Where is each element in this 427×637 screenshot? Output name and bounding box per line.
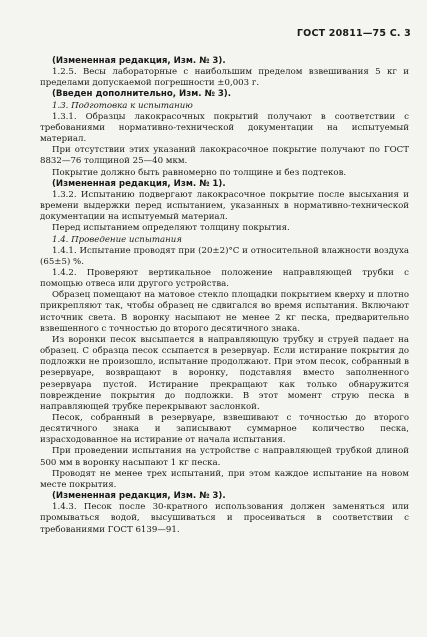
paragraph: 1.4.1. Испытание проводят при (20±2)°С и относительной влажности воздуха (65±5) %. — [40, 245, 409, 267]
paragraph: Проводят не менее трех испытаний, при этом каждое испытание на новом месте покрытия. — [40, 468, 409, 490]
section-heading: 1.3. Подготовка к испытанию — [52, 100, 193, 111]
paragraph: При отсутствии этих указаний лакокрасочное покрытие получают по ГОСТ 8832—76 толщиной 25—40 мкм. — [40, 145, 409, 167]
paragraph: 1.2.5. Весы лабораторные с наибольшим пределом взвешивания 5 кг и пределами допускаемой погрешности ±0,003 г. — [40, 67, 409, 89]
paragraph: 1.4.3. Песок после 30-кратного использования должен заменяться или промываться водой, высушиваться и просеиваться в соответствии с требованиями ГОСТ 6139—91. — [40, 502, 409, 535]
paragraph: Песок, собранный в резервуаре, взвешивают с точностью до второго десятичного знака и записывают суммарное количество песка, израсходованное на истирание от начала испытания. — [40, 413, 409, 446]
paragraph: Покрытие должно быть равномерно по толщине и без подтеков. — [52, 167, 347, 178]
section-heading: 1.4. Проведение испытания — [52, 234, 182, 245]
amendment-note: (Измененная редакция, Изм. № 3). — [52, 491, 226, 502]
paragraph: 1.3.2. Испытанию подвергают лакокрасочное покрытие после высыхания и времени выдержки перед испытанием, указанных в нормативно-технической документации на испытуемый материал. — [40, 189, 409, 223]
amendment-note: (Измененная редакция, Изм. № 1). — [52, 178, 226, 189]
document-body — [40, 56, 409, 536]
paragraph: При проведении испытания на устройстве с направляющей трубкой длиной 500 мм в воронку насыпают 1 кг песка. — [40, 446, 409, 468]
page-header: ГОСТ 20811—75 С. 3 — [296, 28, 411, 39]
paragraph: Перед испытанием определяют толщину покрытия. — [52, 223, 290, 234]
paragraph: 1.3.1. Образцы лакокрасочных покрытий получают в соответствии с требованиями нормативно-технической документации на испытуемый материал. — [40, 111, 409, 145]
paragraph: Образец помещают на матовое стекло площадки покрытием кверху и плотно прикрепляют так, чтобы образец не сдвигался во время испытания. Включают источник света. В воронку насыпают не менее 2 кг песка, предварительно взвешенного с точностью до второго десятичного знака. — [40, 290, 409, 334]
amendment-note: (Измененная редакция, Изм. № 3). — [52, 56, 226, 66]
paragraph: Из воронки песок высыпается в направляющую трубку и струей падает на образец. С образца песок ссыпается в резервуар. Если истирание покрытия до подложки не произошло, испытание продолжают. При этом песок, собранный в резервуаре, возвращают в воронку, подставляя вместо заполненного резервуара пустой. Истирание прекращают как только обнаружится повреждение покрытия до подложки. В этот момент струю песка в направляющей трубке перекрывают заслонкой. — [40, 334, 409, 412]
paragraph: 1.4.2. Проверяют вертикальное положение направляющей трубки с помощью отвеса или другого устройства. — [40, 267, 409, 290]
amendment-note: (Введен дополнительно, Изм. № 3). — [52, 89, 231, 100]
